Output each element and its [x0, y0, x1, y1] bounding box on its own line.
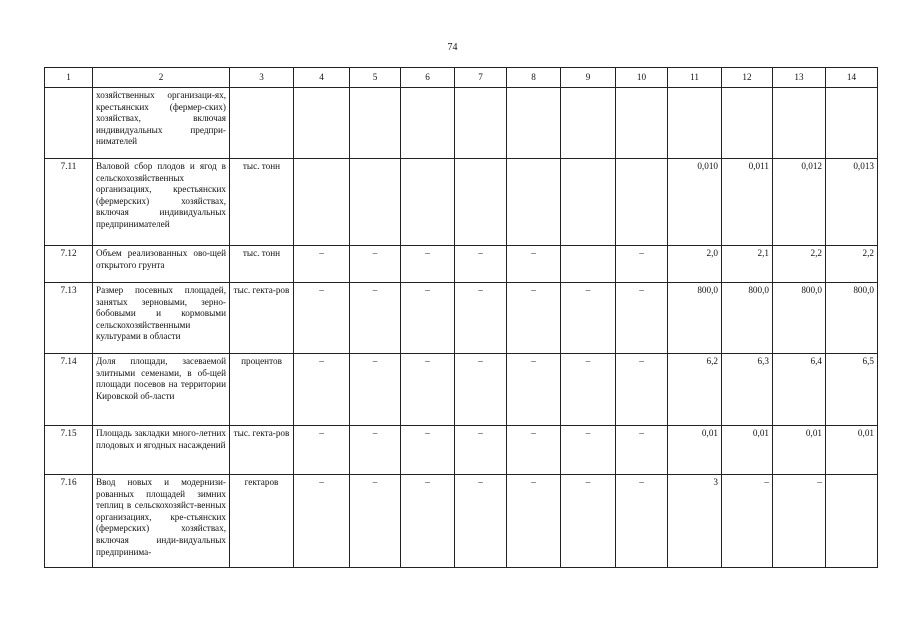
- value-cell: 800,0: [668, 283, 722, 354]
- value-cell: –: [722, 475, 773, 568]
- table-row: [45, 88, 878, 159]
- column-header: 3: [230, 68, 294, 88]
- value-cell: 2,1: [722, 246, 773, 283]
- unit-cell: [230, 88, 294, 159]
- value-cell: –: [455, 475, 507, 568]
- column-header: 11: [668, 68, 722, 88]
- page-number: 74: [447, 42, 458, 53]
- column-header: 4: [294, 68, 350, 88]
- value-cell: 800,0: [773, 283, 826, 354]
- value-cell: 2,2: [826, 246, 878, 283]
- value-cell: [668, 88, 722, 159]
- value-cell: –: [350, 246, 401, 283]
- value-cell: [507, 88, 561, 159]
- value-cell: –: [401, 475, 455, 568]
- unit-cell: тыс. гекта-ров: [230, 426, 294, 475]
- value-cell: [294, 88, 350, 159]
- value-cell: [826, 88, 878, 159]
- unit-cell: процентов: [230, 354, 294, 426]
- value-cell: –: [455, 283, 507, 354]
- value-cell: [722, 88, 773, 159]
- value-cell: 0,01: [722, 426, 773, 475]
- value-cell: –: [350, 426, 401, 475]
- value-cell: –: [507, 354, 561, 426]
- value-cell: 2,2: [773, 246, 826, 283]
- value-cell: –: [294, 475, 350, 568]
- value-cell: 0,01: [668, 426, 722, 475]
- column-header: 13: [773, 68, 826, 88]
- value-cell: –: [401, 283, 455, 354]
- value-cell: –: [455, 246, 507, 283]
- indicator-name-cell: Ввод новых и модернизи-рованных площадей зимних теплиц в сельскохозяйст-венных организациях, кре-стьянских (фермерских) хозяйствах, включая инди-видуальных предпринима-: [93, 475, 230, 568]
- table-row: [45, 426, 878, 475]
- value-cell: 0,011: [722, 159, 773, 246]
- value-cell: [350, 88, 401, 159]
- row-number-cell: 7.16: [45, 475, 93, 568]
- value-cell: 0,01: [773, 426, 826, 475]
- value-cell: [455, 159, 507, 246]
- value-cell: 0,010: [668, 159, 722, 246]
- value-cell: –: [507, 426, 561, 475]
- value-cell: 800,0: [826, 283, 878, 354]
- column-header: 8: [507, 68, 561, 88]
- value-cell: –: [455, 426, 507, 475]
- value-cell: –: [350, 354, 401, 426]
- value-cell: 6,5: [826, 354, 878, 426]
- unit-cell: гектаров: [230, 475, 294, 568]
- row-number-cell: 7.11: [45, 159, 93, 246]
- value-cell: –: [455, 354, 507, 426]
- indicator-name-cell: Валовой сбор плодов и ягод в сельскохозяйственных организациях, крестьянских (фермерских) хозяйствах, включая индивидуальных предпринимателей: [93, 159, 230, 246]
- value-cell: [294, 159, 350, 246]
- value-cell: –: [561, 426, 616, 475]
- table-row: [45, 475, 878, 568]
- value-cell: –: [616, 283, 668, 354]
- value-cell: –: [773, 475, 826, 568]
- value-cell: –: [561, 283, 616, 354]
- column-header: 1: [45, 68, 93, 88]
- unit-cell: тыс. тонн: [230, 159, 294, 246]
- indicator-name-cell: Объем реализованных ово-щей открытого грунта: [93, 246, 230, 283]
- value-cell: –: [401, 246, 455, 283]
- column-header: 7: [455, 68, 507, 88]
- table-row: [45, 159, 878, 246]
- table-row: [45, 246, 878, 283]
- header-row: [45, 68, 878, 88]
- column-header: 10: [616, 68, 668, 88]
- value-cell: [773, 88, 826, 159]
- row-number-cell: 7.15: [45, 426, 93, 475]
- value-cell: [616, 88, 668, 159]
- value-cell: –: [616, 475, 668, 568]
- indicator-name-cell: Площадь закладки много-летних плодовых и ягодных насаждений: [93, 426, 230, 475]
- value-cell: –: [350, 475, 401, 568]
- column-header: 5: [350, 68, 401, 88]
- value-cell: –: [294, 426, 350, 475]
- column-header: 6: [401, 68, 455, 88]
- value-cell: 6,4: [773, 354, 826, 426]
- value-cell: –: [294, 354, 350, 426]
- value-cell: [561, 159, 616, 246]
- unit-cell: тыс. тонн: [230, 246, 294, 283]
- column-header: 9: [561, 68, 616, 88]
- row-number-cell: 7.14: [45, 354, 93, 426]
- value-cell: –: [401, 426, 455, 475]
- value-cell: [401, 88, 455, 159]
- value-cell: 0,013: [826, 159, 878, 246]
- value-cell: [455, 88, 507, 159]
- value-cell: 6,2: [668, 354, 722, 426]
- value-cell: 3: [668, 475, 722, 568]
- value-cell: [561, 88, 616, 159]
- value-cell: –: [616, 246, 668, 283]
- value-cell: –: [401, 354, 455, 426]
- row-number-cell: 7.13: [45, 283, 93, 354]
- value-cell: 0,012: [773, 159, 826, 246]
- column-header: 12: [722, 68, 773, 88]
- value-cell: 2,0: [668, 246, 722, 283]
- value-cell: –: [616, 354, 668, 426]
- table-row: [45, 283, 878, 354]
- indicator-name-cell: хозяйственных организаци-ях, крестьянских (фермер-ских) хозяйствах, включая индивидуальных предпри-нимателей: [93, 88, 230, 159]
- value-cell: –: [561, 475, 616, 568]
- indicator-name-cell: Размер посевных площадей, занятых зерновыми, зерно-бобовыми и кормовыми сельскохозяйственными культурами в области: [93, 283, 230, 354]
- value-cell: –: [507, 283, 561, 354]
- value-cell: [507, 159, 561, 246]
- value-cell: [826, 475, 878, 568]
- indicators-table: [44, 67, 878, 568]
- value-cell: –: [350, 283, 401, 354]
- value-cell: 6,3: [722, 354, 773, 426]
- value-cell: [561, 246, 616, 283]
- value-cell: –: [507, 475, 561, 568]
- table-row: [45, 354, 878, 426]
- row-number-cell: [45, 88, 93, 159]
- value-cell: 0,01: [826, 426, 878, 475]
- indicator-name-cell: Доля площади, засеваемой элитными семенами, в об-щей площади посевов на территории Кировской об-ласти: [93, 354, 230, 426]
- value-cell: –: [507, 246, 561, 283]
- value-cell: [350, 159, 401, 246]
- row-number-cell: 7.12: [45, 246, 93, 283]
- value-cell: –: [294, 283, 350, 354]
- value-cell: –: [561, 354, 616, 426]
- column-header: 14: [826, 68, 878, 88]
- value-cell: [616, 159, 668, 246]
- value-cell: 800,0: [722, 283, 773, 354]
- value-cell: –: [616, 426, 668, 475]
- value-cell: [401, 159, 455, 246]
- unit-cell: тыс. гекта-ров: [230, 283, 294, 354]
- column-header: 2: [93, 68, 230, 88]
- value-cell: –: [294, 246, 350, 283]
